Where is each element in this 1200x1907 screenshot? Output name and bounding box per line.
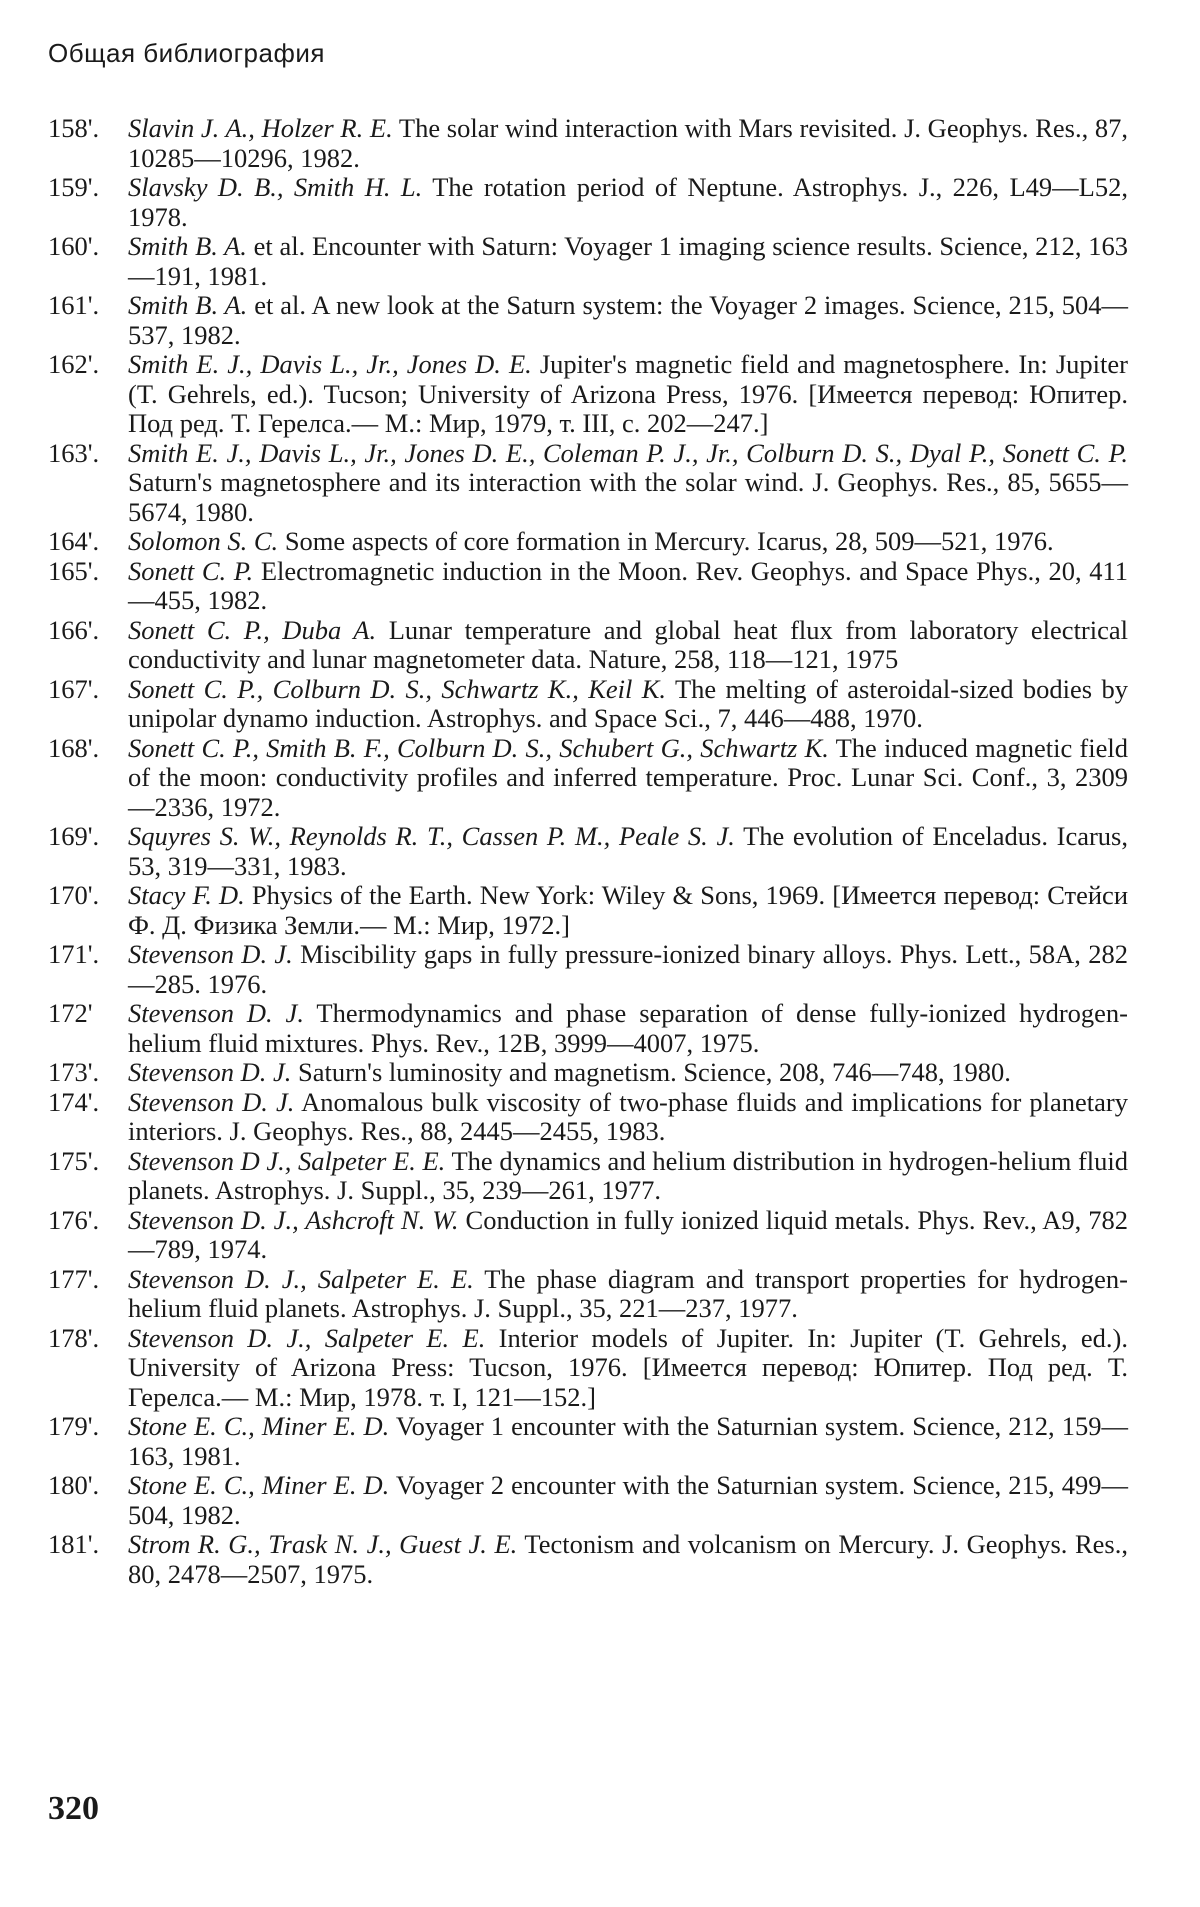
reference-authors: Slavin J. A., Holzer R. E. bbox=[128, 113, 393, 143]
reference-text: The dynamics and helium distribution in hydrogen-helium fluid planets. Astrophys. J. Suppl., 35, 239—261, 1977. bbox=[128, 1145, 1128, 1205]
reference-text: The rotation period of Neptune. Astrophys. J., 226, L49—L52, 1978. bbox=[128, 172, 1128, 232]
reference-list bbox=[48, 114, 1128, 1589]
reference-authors: Stone E. C., Miner E. D. bbox=[128, 1411, 390, 1441]
reference-item bbox=[48, 616, 1128, 675]
reference-text: The phase diagram and transport properties for hydrogen-helium fluid planets. Astrophys. J. Suppl., 35, 221—237, 1977. bbox=[128, 1263, 1128, 1323]
reference-number: 170'. bbox=[48, 880, 100, 910]
reference-authors: Smith E. J., Davis L., Jr., Jones D. E., Coleman P. J., Jr., Colburn D. S., Dyal P., Sonett C. P. bbox=[128, 437, 1128, 468]
reference-text: Saturn's luminosity and magnetism. Science, 208, 746—748, 1980. bbox=[298, 1057, 1011, 1087]
reference-item bbox=[48, 675, 1128, 734]
reference-number: 173'. bbox=[48, 1057, 100, 1087]
reference-number: 174'. bbox=[48, 1086, 100, 1117]
reference-authors: Smith B. A. bbox=[128, 290, 248, 320]
reference-number: 167'. bbox=[48, 673, 100, 704]
reference-item bbox=[48, 1412, 1128, 1471]
reference-text: Jupiter's magnetic field and magnetosphere. In: Jupiter (T. Gehrels, ed.). Tucson; University of Arizona Press, 1976. [Имеется перевод: Юпитер. Под ред. Т. Герелса.— М.: Мир, 1979, т. III, с. 202—247.] bbox=[128, 349, 1128, 438]
reference-authors: Stevenson D. J. bbox=[128, 1086, 295, 1117]
reference-item bbox=[48, 350, 1128, 439]
reference-authors: Smith E. J., Davis L., Jr., Jones D. E. bbox=[128, 349, 532, 379]
reference-authors: Stevenson D. J. bbox=[128, 998, 304, 1028]
reference-number: 161'. bbox=[48, 290, 100, 320]
reference-item bbox=[48, 940, 1128, 999]
reference-text: Electromagnetic induction in the Moon. Rev. Geophys. and Space Phys., 20, 411—455, 1982. bbox=[128, 555, 1128, 615]
reference-number: 181'. bbox=[48, 1529, 100, 1559]
reference-authors: Stevenson D. J. bbox=[128, 1057, 292, 1087]
reference-number: 171'. bbox=[48, 939, 100, 969]
reference-authors: Stacy F. D. bbox=[128, 880, 245, 910]
reference-authors: Stevenson D J., Salpeter E. E. bbox=[128, 1145, 446, 1176]
reference-number: 166'. bbox=[48, 614, 100, 645]
reference-text: Miscibility gaps in fully pressure-ionized binary alloys. Phys. Lett., 58A, 282—285. 1976. bbox=[128, 939, 1128, 999]
reference-text: Conduction in fully ionized liquid metals. Phys. Rev., A9, 782—789, 1974. bbox=[128, 1204, 1129, 1264]
reference-text: The melting of asteroidal-sized bodies by unipolar dynamo induction. Astrophys. and Space Sci., 7, 446—488, 1970. bbox=[128, 673, 1128, 733]
reference-text: Voyager 2 encounter with the Saturnian system. Science, 215, 499—504, 1982. bbox=[128, 1470, 1128, 1530]
reference-number: 165'. bbox=[48, 555, 100, 586]
reference-number: 175'. bbox=[48, 1145, 100, 1176]
page-number: 320 bbox=[48, 1790, 99, 1827]
reference-number: 162'. bbox=[48, 349, 100, 379]
reference-text: Saturn's magnetosphere and its interaction with the solar wind. J. Geophys. Res., 85, 5655—5674, 1980. bbox=[128, 467, 1128, 527]
reference-item bbox=[48, 1530, 1128, 1589]
reference-authors: Stevenson D. J., Salpeter E. E. bbox=[128, 1263, 474, 1294]
reference-item bbox=[48, 734, 1128, 823]
reference-authors: Stone E. C., Miner E. D. bbox=[128, 1470, 390, 1500]
page-header: Общая библиография bbox=[48, 38, 325, 68]
reference-authors: Slavsky D. B., Smith H. L. bbox=[128, 172, 423, 202]
reference-number: 180'. bbox=[48, 1470, 100, 1500]
reference-item bbox=[48, 881, 1128, 940]
reference-item bbox=[48, 1206, 1128, 1265]
reference-authors: Stevenson D. J. bbox=[128, 939, 293, 969]
reference-number: 177'. bbox=[48, 1263, 100, 1294]
reference-text: Some aspects of core formation in Mercury. Icarus, 28, 509—521, 1976. bbox=[284, 526, 1054, 556]
reference-item bbox=[48, 291, 1128, 350]
reference-text: The evolution of Enceladus. Icarus, 53, 319—331, 1983. bbox=[128, 821, 1128, 881]
reference-authors: Strom R. G., Trask N. J., Guest J. E. bbox=[128, 1529, 518, 1559]
reference-item bbox=[48, 822, 1128, 881]
reference-text: Interior models of Jupiter. In: Jupiter (T. Gehrels, ed.). University of Arizona Press: Tucson, 1976. [Имеется перевод: Юпитер. Под ред. Т. Герелса.— М.: Мир, 1978. т. I, 121—152.] bbox=[128, 1322, 1128, 1412]
reference-text: Lunar temperature and global heat flux from laboratory electrical conductivity and lunar magnetometer data. Nature, 258, 118—121, 1975 bbox=[128, 614, 1129, 674]
reference-item bbox=[48, 1058, 1128, 1088]
reference-text: Anomalous bulk viscosity of two-phase fluids and implications for planetary interiors. J. Geophys. Res., 88, 2445—2455, 1983. bbox=[128, 1086, 1128, 1146]
reference-number: 169'. bbox=[48, 821, 100, 851]
reference-number: 178'. bbox=[48, 1322, 100, 1353]
reference-item bbox=[48, 114, 1128, 173]
reference-text: et al. Encounter with Saturn: Voyager 1 imaging science results. Science, 212, 163—191, 1981. bbox=[128, 231, 1129, 291]
reference-authors: Stevenson D. J., Ashcroft N. W. bbox=[128, 1204, 459, 1235]
reference-number: 172' bbox=[48, 998, 93, 1028]
reference-authors: Sonett C. P. bbox=[128, 555, 254, 586]
reference-text: Tectonism and volcanism on Mercury. J. Geophys. Res., 80, 2478—2507, 1975. bbox=[128, 1529, 1128, 1589]
reference-item bbox=[48, 439, 1128, 528]
reference-number: 163'. bbox=[48, 437, 100, 468]
reference-item bbox=[48, 1471, 1128, 1530]
reference-item bbox=[48, 999, 1128, 1058]
reference-authors: Sonett C. P., Smith B. F., Colburn D. S., Schubert G., Schwartz K. bbox=[128, 732, 829, 763]
reference-text: The induced magnetic field of the moon: conductivity profiles and inferred temperature. Proc. Lunar Sci. Conf., 3, 2309—2336, 1972. bbox=[128, 732, 1128, 822]
reference-authors: Sonett C. P., Colburn D. S., Schwartz K., Keil K. bbox=[128, 673, 667, 704]
reference-number: 160'. bbox=[48, 231, 100, 261]
reference-text: The solar wind interaction with Mars revisited. J. Geophys. Res., 87, 10285—10296, 1982. bbox=[128, 113, 1128, 173]
reference-authors: Stevenson D. J., Salpeter E. E. bbox=[128, 1322, 486, 1353]
reference-authors: Solomon S. C. bbox=[128, 526, 279, 556]
reference-authors: Squyres S. W., Reynolds R. T., Cassen P. M., Peale S. J. bbox=[128, 821, 735, 851]
reference-number: 179'. bbox=[48, 1411, 100, 1441]
reference-item bbox=[48, 173, 1128, 232]
reference-number: 168'. bbox=[48, 732, 100, 763]
reference-item bbox=[48, 557, 1128, 616]
reference-item bbox=[48, 527, 1128, 557]
reference-item bbox=[48, 1324, 1128, 1413]
reference-authors: Sonett C. P., Duba A. bbox=[128, 614, 377, 645]
reference-authors: Smith B. A. bbox=[128, 231, 247, 261]
reference-item bbox=[48, 232, 1128, 291]
reference-text: Voyager 1 encounter with the Saturnian system. Science, 212, 159—163, 1981. bbox=[128, 1411, 1128, 1471]
reference-number: 159'. bbox=[48, 172, 100, 202]
reference-item bbox=[48, 1147, 1128, 1206]
reference-text: Thermodynamics and phase separation of dense fully-ionized hydrogen-helium fluid mixtures. Phys. Rev., 12B, 3999—4007, 1975. bbox=[128, 998, 1128, 1058]
reference-item bbox=[48, 1088, 1128, 1147]
reference-text: et al. A new look at the Saturn system: the Voyager 2 images. Science, 215, 504—537, 1982. bbox=[128, 290, 1129, 350]
reference-text: Physics of the Earth. New York: Wiley & Sons, 1969. [Имеется перевод: Стейси Ф. Д. Физика Земли.— М.: Мир, 1972.] bbox=[128, 880, 1128, 940]
reference-item bbox=[48, 1265, 1128, 1324]
reference-number: 158'. bbox=[48, 113, 100, 143]
reference-number: 164'. bbox=[48, 526, 100, 556]
reference-number: 176'. bbox=[48, 1204, 100, 1235]
